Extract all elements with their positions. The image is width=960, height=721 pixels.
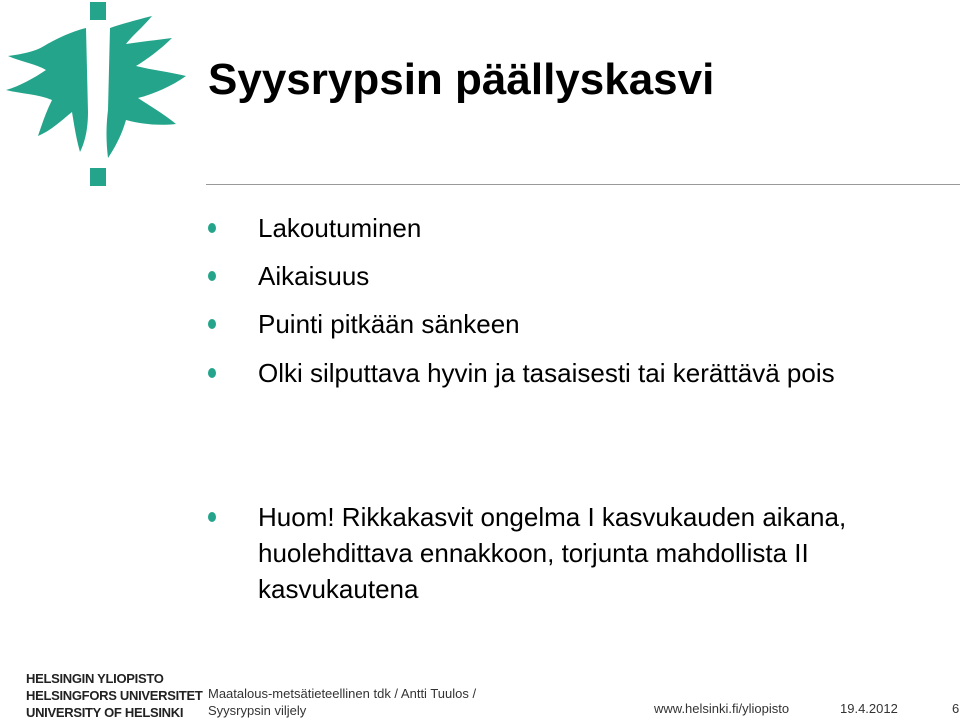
university-flame-logo: [0, 0, 200, 190]
bullet-text: Puinti pitkään sänkeen: [258, 309, 520, 339]
bullet-dot-icon: [208, 223, 216, 233]
footer-date: 19.4.2012: [840, 701, 898, 716]
bullet-dot-icon: [208, 271, 216, 281]
bullet-text: Olki silputtava hyvin ja tasaisesti tai kerättävä pois: [258, 358, 835, 388]
bullet-dot-icon: [208, 512, 216, 522]
footer-url[interactable]: www.helsinki.fi/yliopisto: [654, 701, 790, 716]
bullet-dot-icon: [208, 368, 216, 378]
footer-faculty-author: Maatalous-metsätieteellinen tdk / Antti Tuulos /: [208, 686, 477, 701]
footer-topic: Syysrypsin viljely: [208, 703, 307, 718]
bullet-text: Aikaisuus: [258, 261, 370, 291]
university-name-sv: HELSINGFORS UNIVERSITET: [26, 688, 203, 703]
university-name-en: UNIVERSITY OF HELSINKI: [26, 705, 184, 720]
title-divider: [206, 184, 960, 185]
university-wordmark: [26, 670, 203, 721]
bullet-text: Huom! Rikkakasvit ongelma I kasvukauden aikana, huolehdittava ennakkoon, torjunta mahdollista II kasvukautena: [258, 502, 847, 604]
bullet-dot-icon: [208, 319, 216, 329]
university-name-fi: HELSINGIN YLIOPISTO: [26, 671, 164, 686]
footer-info: [208, 685, 476, 719]
slide-title: Syysrypsin päällyskasvi: [208, 55, 715, 104]
bullet-text: Lakoutuminen: [258, 213, 422, 243]
page-number: 6: [952, 701, 960, 716]
